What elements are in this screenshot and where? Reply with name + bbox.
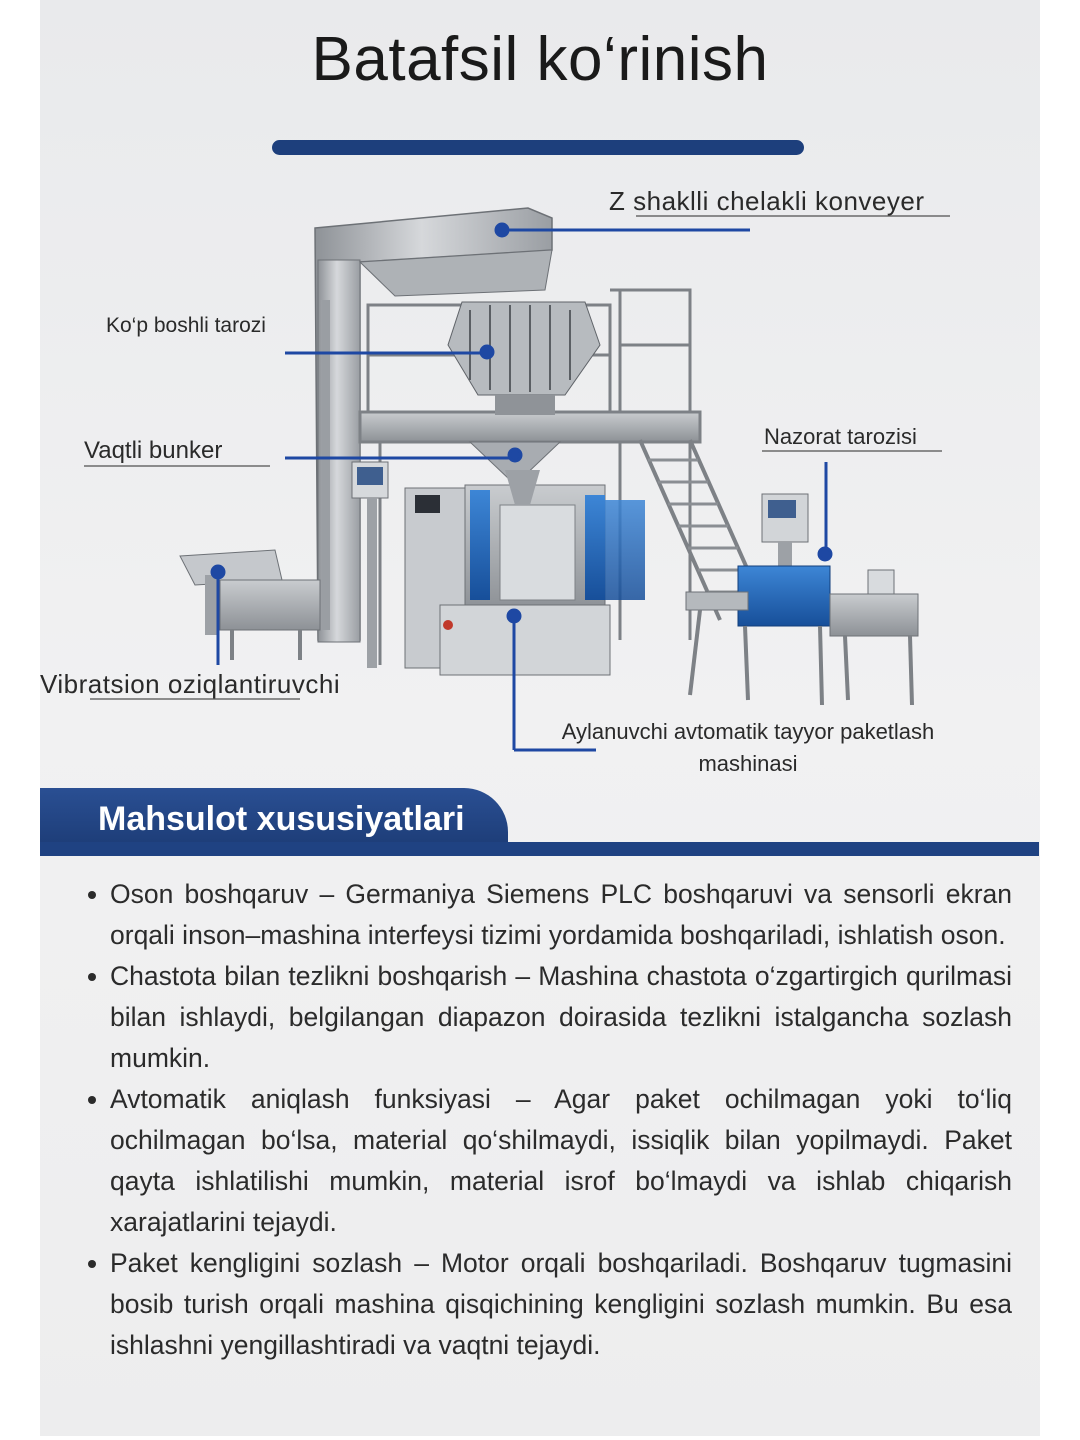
multihead-weigher-shape xyxy=(448,302,600,480)
section-header-rule xyxy=(40,842,1039,856)
feature-item: Oson boshqaruv – Germaniya Siemens PLC boshqaruvi va sensorli ekran orqali inson–mashina interfeysi tizimi yordamida boshqariladi, ishlatish oson. xyxy=(86,874,1012,956)
callout-checkweigher: Nazorat tarozisi xyxy=(764,424,917,449)
vibratory-feeder-shape xyxy=(180,550,320,660)
callout-rotary-packer: Aylanuvchi avtomatik tayyor paketlash mashinasi xyxy=(561,719,935,776)
callout-bucket-conveyor: Z shaklli chelakli konveyer xyxy=(609,186,925,216)
page-title: Batafsil ko‘rinish xyxy=(311,25,769,94)
callout-vibratory-feeder: Vibratsion oziqlantiruvchi xyxy=(40,669,341,699)
section-title: Mahsulot xususiyatlari xyxy=(98,800,465,838)
rotary-packing-machine-shape xyxy=(405,470,645,675)
callout-timing-hopper: Vaqtli bunker xyxy=(84,437,223,464)
feature-item: Chastota bilan tezlikni boshqarish – Mashina chastota o‘zgartirgich qurilmasi bilan ishlaydi, belgilangan diapazon doirasida tezlikni istalgancha sozlash mumkin. xyxy=(86,956,1012,1079)
feature-item: Paket kengligini sozlash – Motor orqali boshqariladi. Boshqaruv tugmasini bosib turish orqali mashina qisqichining kengligini sozlash mumkin. Bu esa ishlashni yengillashtiradi va vaqtni tejaydi. xyxy=(86,1243,1012,1366)
feature-list xyxy=(86,874,1012,1366)
feature-item: Avtomatik aniqlash funksiyasi – Agar paket ochilmagan yoki to‘liq ochilmagan bo‘lsa, material qo‘shilmaydi, issiqlik bilan yopilmaydi. Paket qayta ishlatilishi mumkin, material isrof bo‘lmaydi va ishlab chiqarish xarajatlarini tejaydi. xyxy=(86,1079,1012,1243)
callout-multihead-weigher: Ko‘p boshli tarozi xyxy=(106,314,266,337)
